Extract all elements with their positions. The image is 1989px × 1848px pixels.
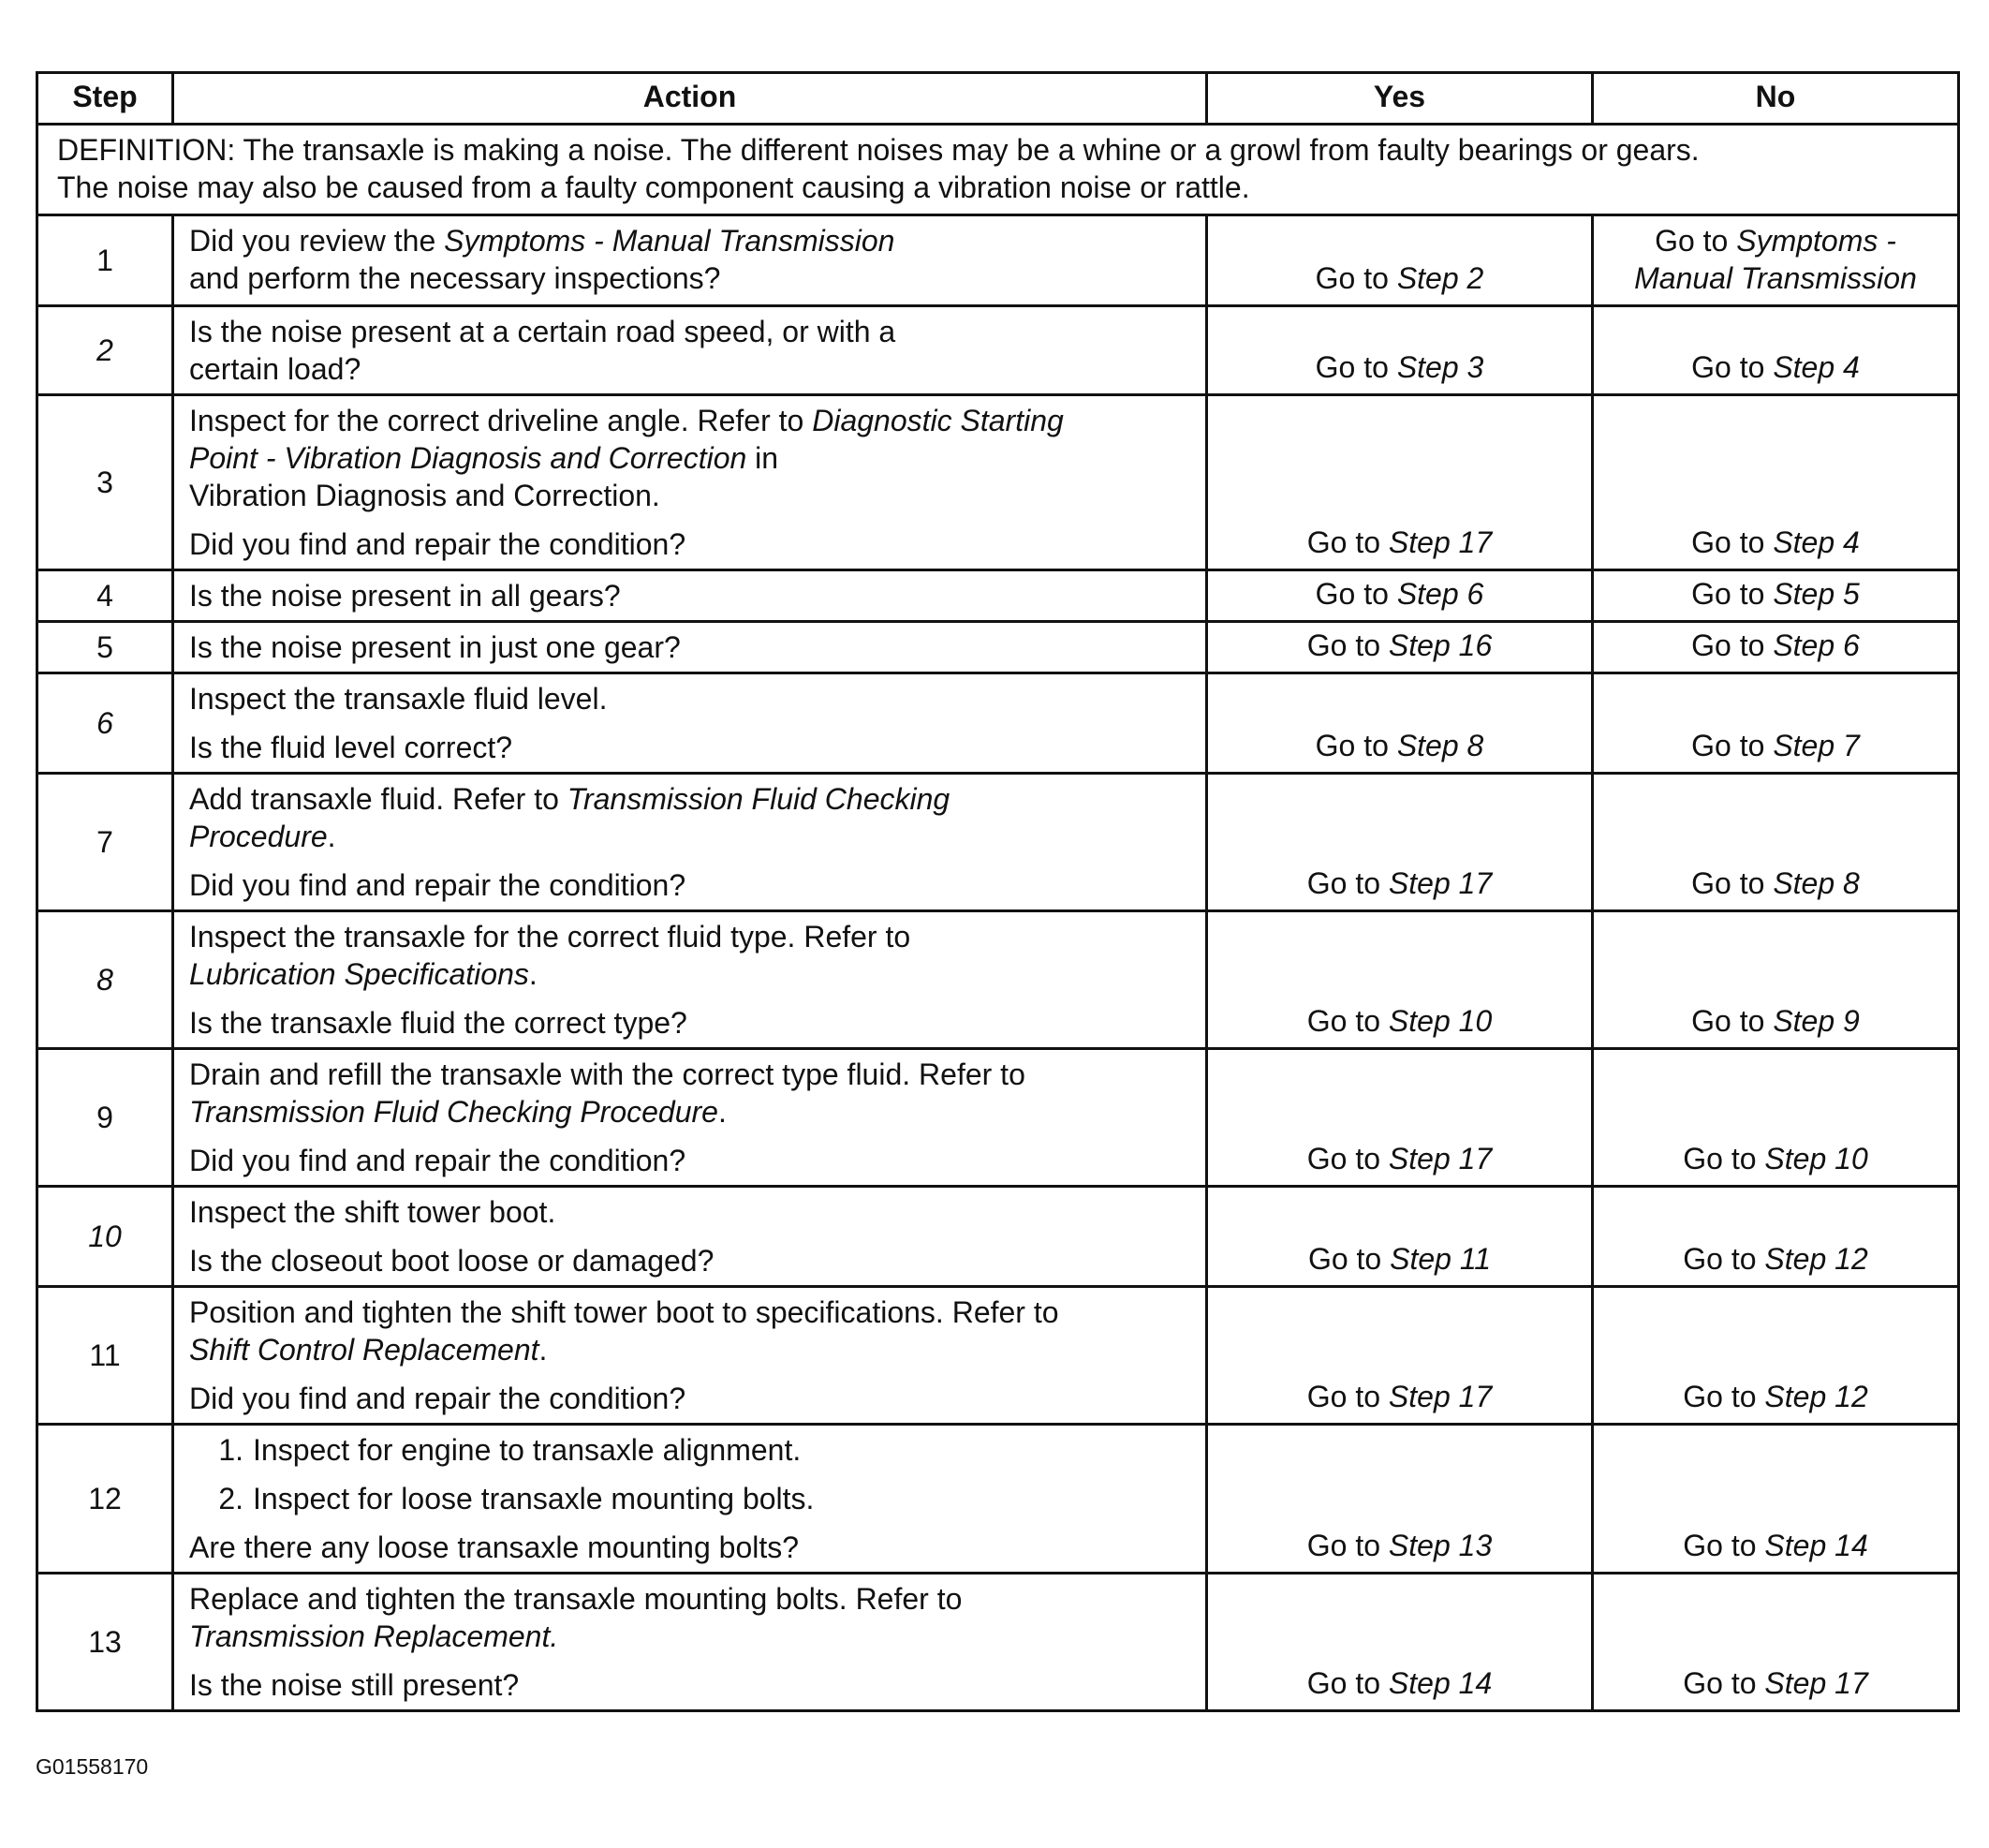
text-segment: Did you find and repair the condition? (189, 1144, 686, 1177)
reference-text: Step 4 (1773, 350, 1860, 384)
text-segment: Inspect the transaxle fluid level. (189, 682, 608, 716)
text-segment: Go to (1683, 1666, 1765, 1700)
header-yes: Yes (1207, 73, 1593, 125)
text-segment: . (327, 820, 336, 853)
reference-text: Procedure (189, 820, 328, 853)
action-line (189, 1529, 1192, 1566)
action-line (189, 866, 1192, 904)
no-cell (1593, 1187, 1959, 1287)
text-segment: Go to (1691, 729, 1774, 762)
header-row (37, 73, 1959, 125)
text-segment: Go to (1306, 866, 1389, 900)
step-row (37, 1574, 1959, 1711)
spacer (189, 1231, 1192, 1242)
text-segment: Did you review the (189, 224, 445, 258)
text-segment: Go to (1655, 224, 1737, 258)
step-number: 12 (37, 1425, 173, 1574)
list-number: 1. (218, 1433, 243, 1467)
text-segment: Go to (1315, 261, 1397, 295)
text-segment: Go to (1306, 1380, 1389, 1413)
step-number: 6 (37, 673, 173, 774)
yes-cell (1207, 1287, 1593, 1425)
text-segment: Is the noise still present? (189, 1668, 520, 1702)
step-number: 4 (37, 570, 173, 622)
text-segment: Go to (1306, 628, 1389, 662)
action-line (189, 222, 1192, 259)
text-segment: Go to (1683, 1142, 1765, 1175)
action-cell (173, 570, 1207, 622)
step-row (37, 622, 1959, 673)
text-segment: and perform the necessary inspections? (189, 261, 721, 295)
action-line (189, 1294, 1192, 1331)
text-segment: Did you find and repair the condition? (189, 1382, 686, 1415)
reference-text: Diagnostic Starting (812, 404, 1064, 437)
reference-text: Point - Vibration Diagnosis and Correction (189, 441, 747, 475)
text-segment: Go to (1691, 866, 1774, 900)
action-line (189, 1093, 1192, 1131)
text-segment: Replace and tighten the transaxle mounting bolts. Refer to (189, 1582, 963, 1616)
action-line (189, 1480, 1192, 1517)
text-segment: Did you find and repair the condition? (189, 868, 686, 902)
action-line (189, 780, 1192, 818)
text-segment: . (538, 1333, 548, 1367)
yes-cell (1207, 774, 1593, 911)
reference-text: Symptoms - (1736, 224, 1896, 258)
definition-line-2: The noise may also be caused from a faulty component causing a vibration noise or rattle. (57, 170, 1250, 204)
no-cell (1593, 570, 1959, 622)
reference-text: Step 6 (1396, 577, 1484, 611)
text-segment: Go to (1691, 628, 1774, 662)
action-line (189, 1242, 1192, 1279)
text-segment: Go to (1683, 1380, 1765, 1413)
text-segment: Is the fluid level correct? (189, 731, 513, 764)
action-line (189, 680, 1192, 717)
text-segment: Go to (1315, 350, 1397, 384)
step-row (37, 774, 1959, 911)
yes-cell (1207, 1574, 1593, 1711)
step-number: 3 (37, 395, 173, 570)
text-segment: Drain and refill the transaxle with the correct type fluid. Refer to (189, 1057, 1025, 1091)
no-cell (1593, 215, 1959, 306)
action-line (189, 818, 1192, 855)
text-segment: Go to (1683, 1242, 1765, 1276)
text-segment: Go to (1306, 1004, 1389, 1038)
action-cell (173, 622, 1207, 673)
action-cell (173, 673, 1207, 774)
reference-text: Step 2 (1396, 261, 1484, 295)
action-cell (173, 1425, 1207, 1574)
reference-text: Step 14 (1764, 1529, 1868, 1562)
step-row (37, 673, 1959, 774)
yes-cell (1207, 911, 1593, 1049)
reference-text: Step 10 (1764, 1142, 1868, 1175)
text-segment: Go to (1691, 577, 1774, 611)
reference-text: Step 3 (1396, 350, 1484, 384)
list-number: 2. (218, 1482, 243, 1515)
reference-text: Step 8 (1396, 729, 1484, 762)
reference-text: Step 17 (1388, 1380, 1493, 1413)
spacer (189, 717, 1192, 729)
yes-cell (1207, 570, 1593, 622)
text-segment: Go to (1315, 729, 1397, 762)
yes-cell (1207, 622, 1593, 673)
definition-cell (37, 125, 1959, 215)
action-line (189, 729, 1192, 766)
step-row (37, 570, 1959, 622)
step-number: 2 (37, 306, 173, 395)
yes-cell (1207, 306, 1593, 395)
reference-text: Step 16 (1388, 628, 1493, 662)
reference-text: Step 9 (1773, 1004, 1860, 1038)
text-segment: Go to (1307, 1242, 1391, 1276)
action-line (189, 918, 1192, 955)
reference-text: Transmission Replacement. (189, 1619, 559, 1653)
action-cell (173, 1287, 1207, 1425)
definition-line-1: DEFINITION: The transaxle is making a noise. The different noises may be a whine or a growl from faulty bearings or gears. (57, 133, 1700, 167)
spacer (189, 1655, 1192, 1666)
action-line (189, 1056, 1192, 1093)
text-segment: Inspect for engine to transaxle alignment. (253, 1433, 802, 1467)
action-cell (173, 911, 1207, 1049)
yes-cell (1207, 673, 1593, 774)
action-line (189, 350, 1192, 388)
step-row (37, 306, 1959, 395)
step-number: 11 (37, 1287, 173, 1425)
text-segment: Are there any loose transaxle mounting bolts? (189, 1530, 800, 1564)
reference-text: Step 7 (1773, 729, 1860, 762)
text-segment: Is the transaxle fluid the correct type? (189, 1006, 687, 1040)
no-cell (1593, 673, 1959, 774)
action-line (189, 1004, 1192, 1042)
no-cell (1593, 306, 1959, 395)
reference-text: Step 10 (1388, 1004, 1493, 1038)
step-row (37, 395, 1959, 570)
step-number: 5 (37, 622, 173, 673)
action-line (189, 402, 1192, 439)
reference-text: Transmission Fluid Checking Procedure (189, 1095, 718, 1129)
header-step: Step (37, 73, 173, 125)
action-cell (173, 1574, 1207, 1711)
action-cell (173, 306, 1207, 395)
no-cell (1593, 1574, 1959, 1711)
no-cell (1593, 1049, 1959, 1187)
text-segment: Go to (1691, 525, 1774, 559)
no-cell (1593, 395, 1959, 570)
text-segment: Inspect the shift tower boot. (189, 1195, 556, 1229)
text-segment: Go to (1691, 1004, 1774, 1038)
action-line (189, 477, 1192, 514)
step-number: 10 (37, 1187, 173, 1287)
reference-text: Step 17 (1388, 525, 1493, 559)
text-segment: Go to (1683, 1529, 1765, 1562)
reference-text: Step 12 (1764, 1380, 1868, 1413)
action-line (189, 1580, 1192, 1618)
step-row (37, 1425, 1959, 1574)
reference-text: Step 11 (1390, 1242, 1492, 1276)
step-number: 8 (37, 911, 173, 1049)
action-line (189, 1618, 1192, 1655)
action-line (189, 1193, 1192, 1231)
action-line (189, 1331, 1192, 1368)
action-cell (173, 215, 1207, 306)
text-segment: Is the closeout boot loose or damaged? (189, 1244, 715, 1278)
reference-text: Step 14 (1388, 1666, 1493, 1700)
no-cell (1593, 1425, 1959, 1574)
reference-text: Transmission Fluid Checking (567, 782, 950, 816)
header-no: No (1593, 73, 1959, 125)
step-number: 1 (37, 215, 173, 306)
action-line (189, 1431, 1192, 1469)
action-line (189, 439, 1192, 477)
text-segment: Is the noise present in all gears? (189, 579, 621, 613)
text-segment: . (717, 1095, 727, 1129)
action-cell (173, 395, 1207, 570)
spacer (189, 993, 1192, 1004)
text-segment: Is the noise present at a certain road speed, or with a (189, 315, 896, 348)
no-cell (1593, 774, 1959, 911)
no-cell (1593, 911, 1959, 1049)
reference-text: Step 6 (1773, 628, 1860, 662)
text-segment: Inspect the transaxle for the correct fluid type. Refer to (189, 920, 911, 954)
step-number: 9 (37, 1049, 173, 1187)
no-cell (1593, 1287, 1959, 1425)
text-segment: . (528, 957, 538, 991)
yes-cell (1207, 1187, 1593, 1287)
diagnostic-table-frame (36, 71, 1957, 1712)
step-number: 13 (37, 1574, 173, 1711)
definition-row (37, 125, 1959, 215)
text-segment: Go to (1306, 1666, 1389, 1700)
step-row (37, 215, 1959, 306)
reference-text: Step 17 (1388, 866, 1493, 900)
reference-text: Step 17 (1388, 1142, 1493, 1175)
action-cell (173, 1187, 1207, 1287)
reference-text: Step 12 (1764, 1242, 1868, 1276)
reference-text: Shift Control Replacement (189, 1333, 539, 1367)
step-row (37, 1049, 1959, 1187)
step-row (37, 911, 1959, 1049)
no-cell (1593, 622, 1959, 673)
text-segment: Add transaxle fluid. Refer to (189, 782, 567, 816)
spacer (189, 1131, 1192, 1142)
spacer (189, 1517, 1192, 1529)
text-segment: certain load? (189, 352, 361, 386)
figure-id: G01558170 (36, 1754, 149, 1779)
spacer (189, 514, 1192, 525)
action-line (189, 1666, 1192, 1704)
action-line (189, 577, 1192, 614)
spacer (189, 855, 1192, 866)
yes-cell (1207, 1425, 1593, 1574)
reference-text: Manual Transmission (1634, 261, 1917, 295)
reference-text: Step 17 (1764, 1666, 1868, 1700)
text-segment: Go to (1306, 1529, 1389, 1562)
yes-cell (1207, 215, 1593, 306)
step-row (37, 1287, 1959, 1425)
text-segment: Inspect for loose transaxle mounting bolts. (253, 1482, 815, 1515)
text-segment: Inspect for the correct driveline angle. Refer to (189, 404, 813, 437)
reference-text: Step 4 (1773, 525, 1860, 559)
action-cell (173, 1049, 1207, 1187)
text-segment: Did you find and repair the condition? (189, 527, 686, 561)
text-segment: Is the noise present in just one gear? (189, 630, 681, 664)
reference-text: Step 13 (1388, 1529, 1493, 1562)
reference-text: Lubrication Specifications (189, 957, 529, 991)
action-line (189, 313, 1192, 350)
action-line (189, 1142, 1192, 1179)
action-line (189, 628, 1192, 666)
yes-cell (1207, 395, 1593, 570)
reference-text: Step 8 (1773, 866, 1860, 900)
text-segment: Go to (1306, 525, 1389, 559)
diagnostic-table (36, 71, 1960, 1712)
reference-text: Symptoms - Manual Transmission (444, 224, 895, 258)
text-segment: Go to (1315, 577, 1397, 611)
action-cell (173, 774, 1207, 911)
yes-cell (1207, 1049, 1593, 1187)
action-line (189, 1380, 1192, 1417)
text-segment: Vibration Diagnosis and Correction. (189, 479, 660, 512)
action-line (189, 955, 1192, 993)
text-segment: Go to (1691, 350, 1774, 384)
action-line (189, 259, 1192, 297)
text-segment: Position and tighten the shift tower boot to specifications. Refer to (189, 1295, 1059, 1329)
text-segment: in (746, 441, 779, 475)
action-line (189, 525, 1192, 563)
text-segment: Go to (1306, 1142, 1389, 1175)
spacer (189, 1368, 1192, 1380)
reference-text: Step 5 (1773, 577, 1860, 611)
header-action: Action (173, 73, 1207, 125)
step-row (37, 1187, 1959, 1287)
spacer (189, 1469, 1192, 1480)
step-number: 7 (37, 774, 173, 911)
